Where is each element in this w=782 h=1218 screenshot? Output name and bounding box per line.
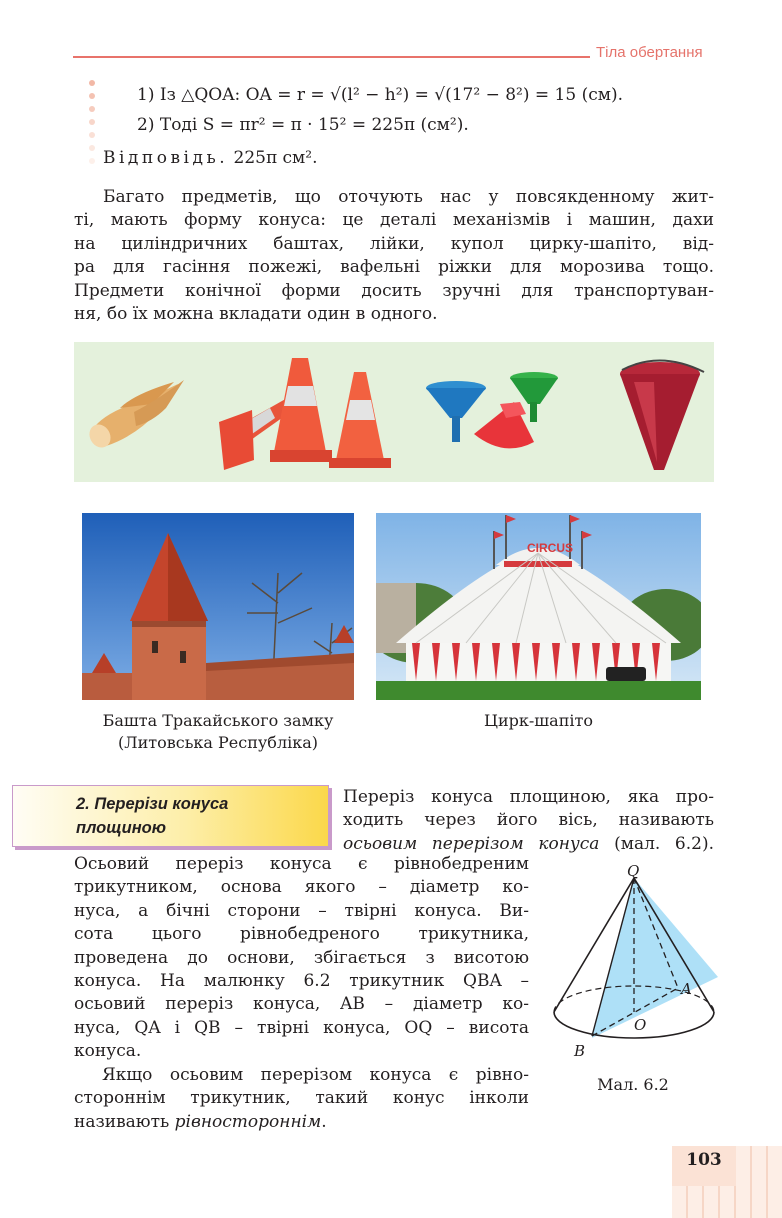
definition-line: Переріз конуса площиною, яка про-	[343, 787, 714, 807]
label-q: Q	[627, 862, 640, 880]
label-o: O	[634, 1016, 647, 1034]
circus-tent-photo	[376, 513, 701, 700]
body-line: нуса, QA і QB – твірні конуса, OQ – висота	[74, 1017, 529, 1038]
label-b: B	[574, 1042, 586, 1060]
castle-tower-image	[82, 513, 354, 700]
body-line	[74, 1111, 529, 1134]
intro-line: ня, бо їх можна вкладати один в одного.	[74, 304, 438, 325]
intro-line: Багато предметів, що оточують нас у повсякденному жит-	[103, 187, 714, 207]
body-line: осьовий переріз конуса, AB – діаметр ко-	[74, 994, 529, 1015]
solution-step-1: 1) Із △QOA: OA = r = √(l² − h²) = √(17² − 8²) = 15 (см).	[137, 85, 623, 105]
body-line: проведена до основи, збігається з висотою	[74, 947, 529, 968]
conical-objects-illustration	[74, 342, 714, 482]
section-heading-line: площиною	[76, 819, 167, 837]
term-axial-section: осьовим перерізом конуса	[343, 833, 600, 854]
trakai-castle-photo	[82, 513, 354, 700]
term-equilateral: рівностороннім	[174, 1111, 322, 1132]
definition-tail: (мал. 6.2).	[599, 833, 715, 854]
section-heading-line: 2. Перерізи конуса	[76, 795, 229, 813]
page-number: 103	[686, 1150, 722, 1170]
body-line: конуса.	[74, 1041, 142, 1062]
body-line: трикутником, основа якого – діаметр ко-	[74, 877, 529, 898]
circus-caption: Цирк-шапіто	[484, 711, 593, 730]
intro-line: ті, мають форму конуса: це деталі механізмів і машин, дахи	[74, 210, 714, 231]
waffle-cones-image	[85, 380, 184, 451]
body-line: стороннім трикутник, такий конус інколи	[74, 1088, 529, 1109]
body-text: .	[321, 1111, 327, 1132]
funnels-image	[426, 372, 558, 448]
traffic-cones-image	[219, 358, 391, 470]
running-header-title: Тіла обертання	[596, 44, 703, 61]
answer-line	[103, 143, 318, 173]
circus-sign: CIRCUS	[526, 541, 573, 555]
cone-figure	[548, 862, 718, 1062]
body-line: Якщо осьовим перерізом конуса є рівно-	[102, 1065, 529, 1085]
header-rule	[73, 56, 590, 58]
section-heading	[76, 792, 228, 840]
axial-section-paragraph	[74, 853, 529, 1064]
body-text: називають	[74, 1111, 175, 1132]
intro-line: Предмети конічної форми досить зручні для транспортуван-	[74, 280, 714, 301]
intro-line: ра для гасіння пожежі, вафельні ріжки для морозива тощо.	[74, 257, 714, 278]
answer-label: Відповідь.	[103, 148, 229, 168]
definition-paragraph	[343, 786, 714, 856]
answer-value: 225π см².	[233, 148, 318, 168]
equilateral-cone-paragraph	[74, 1064, 529, 1134]
castle-caption	[82, 710, 354, 754]
body-line: сота цього рівнобедреного трикутника,	[74, 924, 529, 945]
intro-paragraph	[74, 186, 714, 326]
axial-section-triangle	[592, 878, 718, 1038]
body-line: конуса. На малюнку 6.2 трикутник QBA –	[74, 971, 529, 992]
castle-caption-line: (Литовська Республіка)	[117, 733, 318, 752]
figure-caption: Мал. 6.2	[597, 1075, 669, 1094]
castle-caption-line: Башта Тракайського замку	[102, 711, 334, 730]
solution-step-2: 2) Тоді S = πr² = π · 15² = 225π (см²).	[137, 115, 469, 135]
conical-objects-photo	[74, 342, 714, 482]
intro-line: на циліндричних баштах, лійки, купол цирку-шапіто, від-	[74, 233, 714, 254]
fire-bucket-image	[620, 360, 704, 470]
cone-diagram	[548, 862, 718, 1062]
body-line: нуса, а бічні сторони – твірні конуса. Ви-	[74, 900, 529, 921]
label-a: A	[681, 980, 692, 998]
definition-line: ходить через його вісь, називають	[343, 810, 714, 831]
body-line: Осьовий переріз конуса є рівнобедреним	[74, 854, 529, 874]
